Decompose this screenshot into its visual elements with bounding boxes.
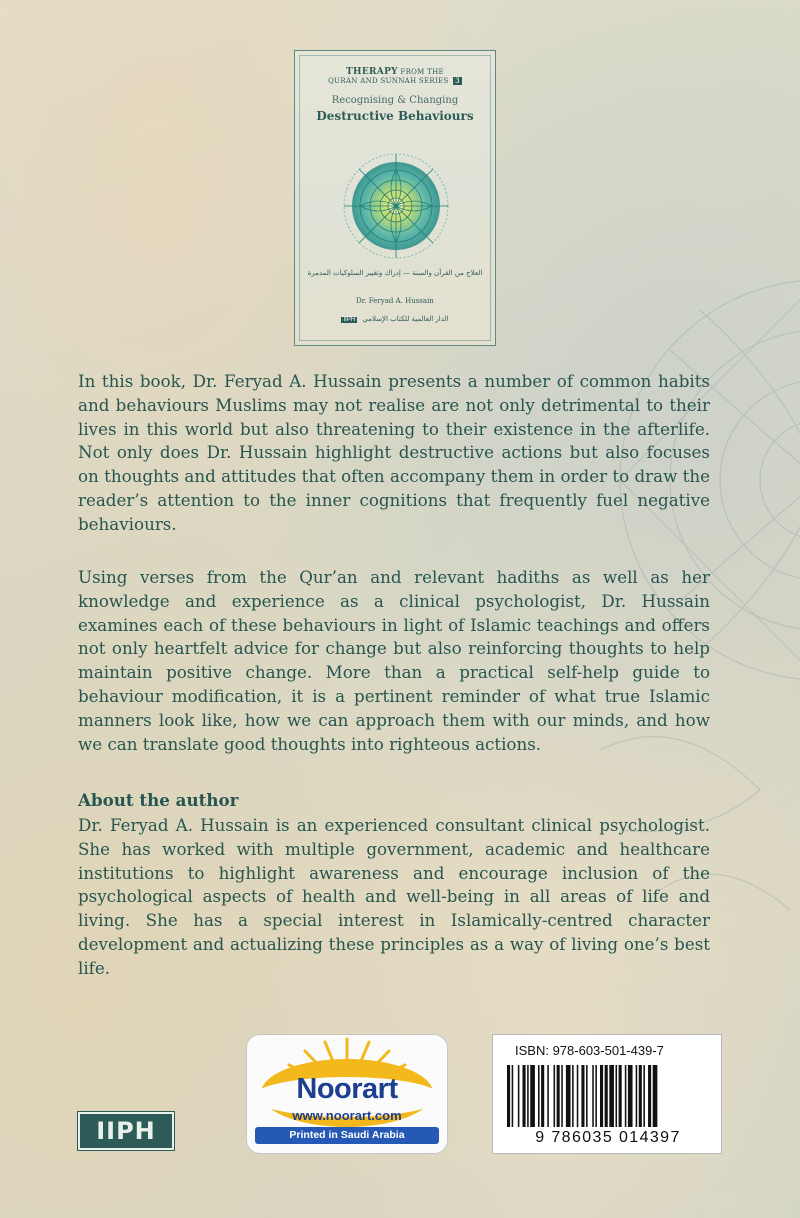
barcode-bar [547, 1065, 549, 1127]
barcode-bar [628, 1065, 633, 1127]
blurb-paragraph-1: In this book, Dr. Feryad A. Hussain presents a number of common habits and behaviours Muslims may not realise are not only detrimental to their lives in this world but also threatening to their existence in the afterlife. Not only does Dr. Hussain highlight destructive actions but also focuses on thoughts and attitudes that often accompany them in order to draw the reader’s attention to the inner cognitions that frequently fuel negative behaviours. [78, 371, 710, 534]
barcode-bar [600, 1065, 603, 1127]
barcode-bar [581, 1065, 584, 1127]
cover-publisher-arabic: الدار العالمية للكتاب الإسلامي [362, 315, 449, 323]
about-author-heading: About the author [78, 790, 239, 810]
barcode-bar [592, 1065, 594, 1127]
mandala-icon [341, 151, 451, 261]
noorart-sticker [246, 1034, 448, 1154]
barcode-bar [538, 1065, 540, 1127]
barcode-bar [605, 1065, 608, 1127]
barcode-bar [625, 1065, 627, 1127]
printed-in-label: Printed in Saudi Arabia [255, 1127, 439, 1144]
cover-author: Dr. Feryad A. Hussain [356, 297, 434, 305]
barcode-bar [653, 1065, 658, 1127]
series-subname: QURAN AND SUNNAH SERIES [328, 77, 449, 85]
barcode-bar [554, 1065, 556, 1127]
barcode-bar [577, 1065, 579, 1127]
barcode-bar [512, 1065, 514, 1127]
about-author-paragraph: Dr. Feryad A. Hussain is an experienced consultant clinical psychologist. She has worked with multiple government, academic and healthcare institutions to highlight awareness and encourage inclusion of the psychological aspects of health and well-being in all areas of life and living. She has a special interest in Islamically-centred character development and actualizing these principles as a way of living one’s best life. [78, 815, 710, 978]
barcode-bar [572, 1065, 574, 1127]
barcode-bar [530, 1065, 535, 1127]
barcode-bar [609, 1065, 614, 1127]
barcode-bar [541, 1065, 544, 1127]
barcode-bar [586, 1065, 588, 1127]
barcode-bar [595, 1065, 597, 1127]
isbn-digits: 9 786035 014397 [535, 1129, 681, 1146]
cover-publisher [295, 315, 495, 323]
cover-arabic-title: العلاج من القرآن والسنة — إدراك وتغيير السلوكيات المدمرة [307, 269, 483, 277]
cover-title: Destructive Behaviours [316, 109, 474, 123]
barcode-bar [523, 1065, 526, 1127]
iiph-logo: IIPH [78, 1112, 174, 1150]
barcode-bar [616, 1065, 618, 1127]
barcode-bar [527, 1065, 529, 1127]
cover-subtitle: Recognising & Changing [331, 95, 459, 106]
series-from-the: FROM THE [400, 68, 444, 76]
series-number-badge: 3 [455, 77, 460, 85]
noorart-url: www.noorart.com [292, 1108, 402, 1123]
isbn-barcode [492, 1034, 722, 1154]
barcode-bar [648, 1065, 651, 1127]
barcode-bars [507, 1065, 709, 1131]
barcode-bar [566, 1065, 571, 1127]
blurb-paragraph-2: Using verses from the Qur’an and relevant hadiths as well as her knowledge and experience as a clinical psychologist, Dr. Hussain examines each of these behaviours in light of Islamic teachings and offers not only heartfelt advice for change but also reinforcing thoughts to help maintain positive change. More than a practical self-help guide to behaviour modification, it is a pertinent reminder of what true Islamic manners look like, how we can approach them with our minds, and how we can translate good thoughts into righteous actions. [78, 567, 710, 754]
barcode-bar [639, 1065, 642, 1127]
series-label [295, 67, 495, 85]
front-cover-thumbnail [294, 50, 496, 346]
barcode-bar [518, 1065, 520, 1127]
barcode-bar [619, 1065, 622, 1127]
barcode-bar [557, 1065, 560, 1127]
cover-publisher-logo: IIPH [343, 317, 356, 323]
barcode-bar [507, 1065, 510, 1127]
barcode-bar [636, 1065, 638, 1127]
barcode-bar [561, 1065, 563, 1127]
series-name: THERAPY [346, 67, 398, 77]
barcode-bar [643, 1065, 645, 1127]
isbn-label: ISBN: 978-603-501-439-7 [515, 1043, 664, 1058]
noorart-name: Noorart [296, 1073, 398, 1105]
